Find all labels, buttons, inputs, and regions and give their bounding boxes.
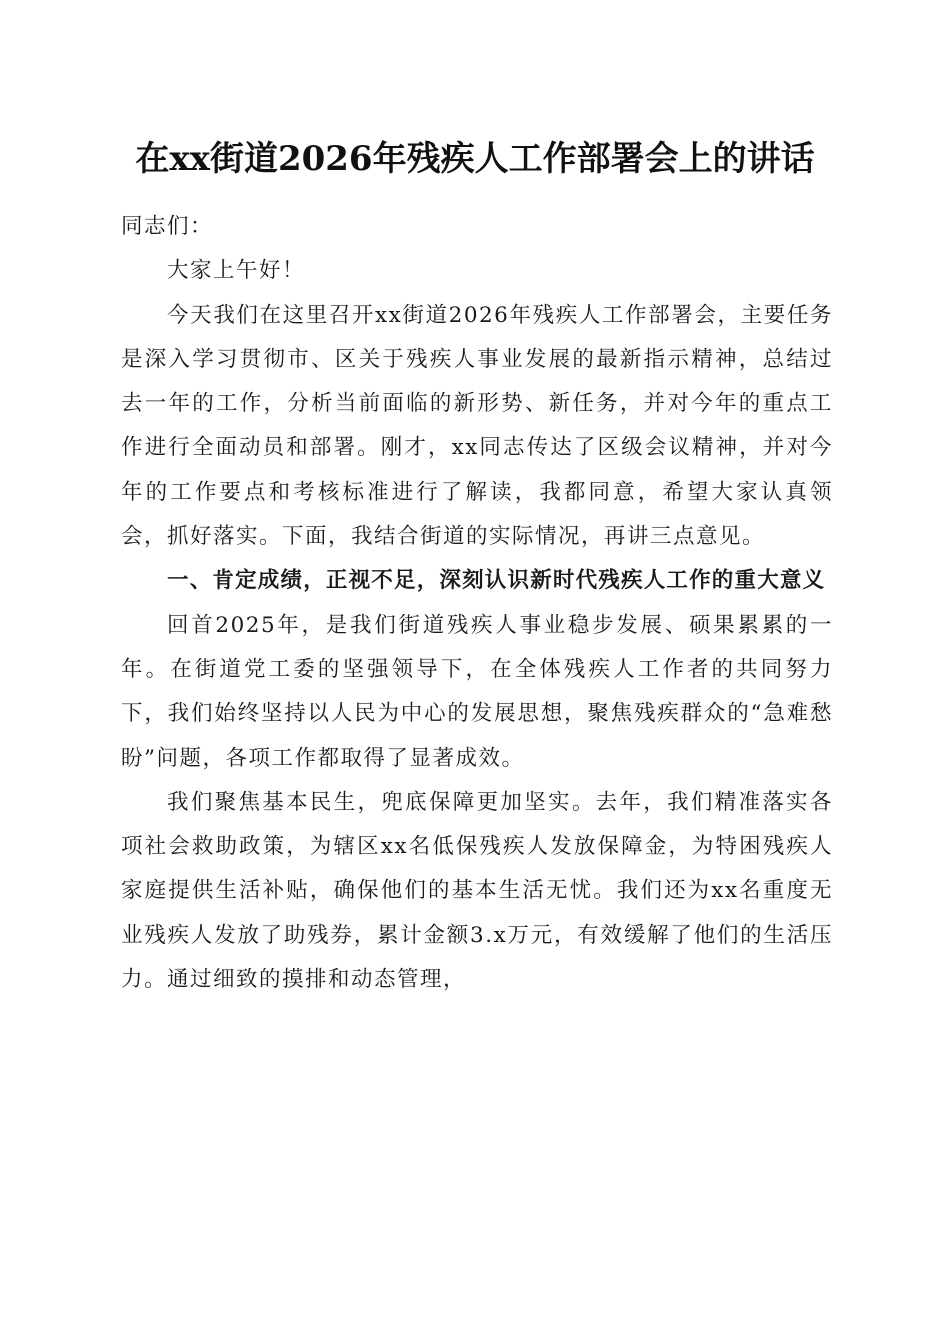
intro-paragraph: 今天我们在这里召开xx街道2026年残疾人工作部署会，主要任务是深入学习贯彻市、区关于残疾人事业发展的最新指示精神，总结过去一年的工作，分析当前面临的新形势、新任务，并对今年的重点工作进行全面动员和部署。刚才，xx同志传达了区级会议精神，并对今年的工作要点和考核标准进行了解读，我都同意，希望大家认真领会，抓好落实。下面，我结合街道的实际情况，再讲三点意见。 [121,302,833,550]
livelihood-paragraph: 我们聚焦基本民生，兜底保障更加坚实。去年，我们精准落实各项社会救助政策，为辖区xx名低保残疾人发放保障金，为特困残疾人家庭提供生活补贴，确保他们的基本生活无忧。我们还为xx名重度无业残疾人发放了助残券，累计金额3.x万元，有效缓解了他们的生活压力。通过细致的摸排和动态管理， [121,789,833,993]
section-heading: 一、肯定成绩，正视不足，深刻认识新时代残疾人工作的重大意义 [167,568,826,594]
document-title: 在xx街道2026年残疾人工作部署会上的讲话 [135,139,815,179]
review-paragraph: 回首2025年，是我们街道残疾人事业稳步发展、硕果累累的一年。在街道党工委的坚强领导下，在全体残疾人工作者的共同努力下，我们始终坚持以人民为中心的发展思想，聚焦残疾群众的“急难愁盼”问题，各项工作都取得了显著成效。 [121,612,833,771]
salutation: 同志们： [121,214,214,239]
document-body [121,205,833,1002]
greeting: 大家上午好！ [167,258,306,284]
